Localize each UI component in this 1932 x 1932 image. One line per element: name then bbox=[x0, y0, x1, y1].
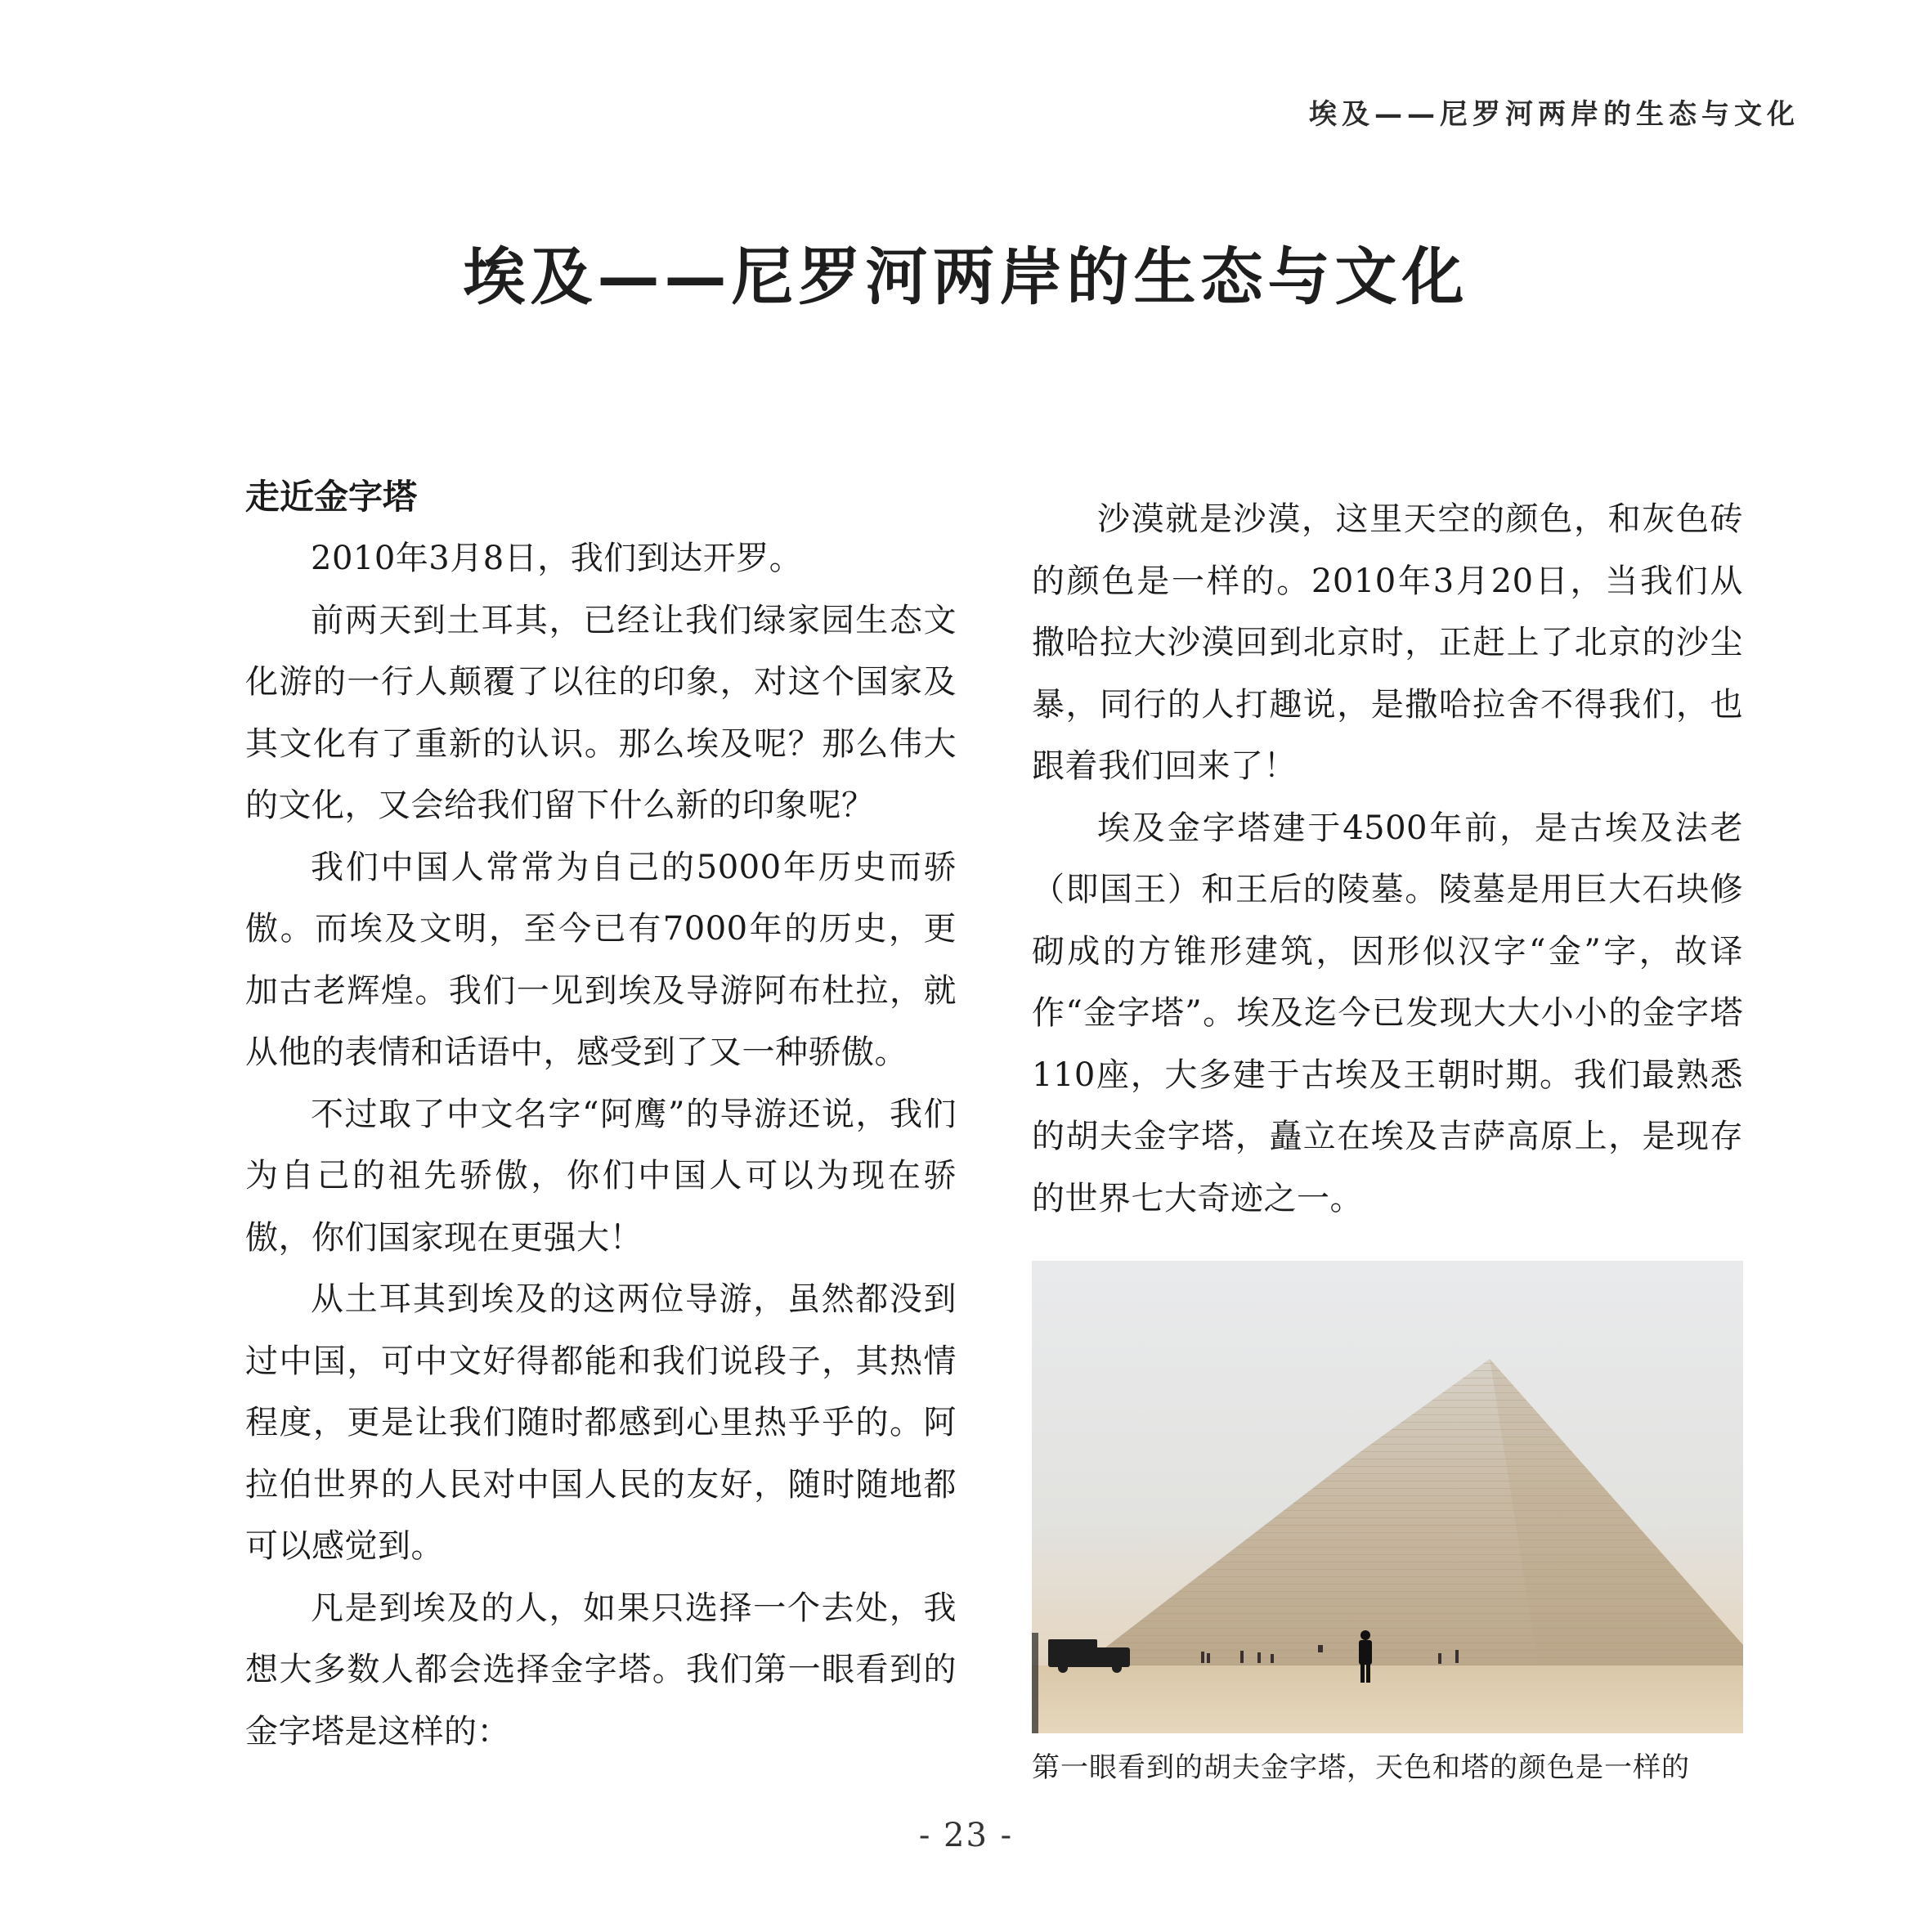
page-title: 埃及——尼罗河两岸的生态与文化 bbox=[463, 240, 1469, 313]
paragraph: 我们中国人常常为自己的5000年历史而骄傲。而埃及文明，至今已有7000年的历史，更加古老辉煌。我们一见到埃及导游阿布杜拉，就从他的表情和话语中，感受到了又一种骄傲。 bbox=[245, 848, 957, 1071]
pyramid-illustration bbox=[1032, 1261, 1743, 1733]
paragraph: 不过取了中文名字“阿鹰”的导游还说，我们为自己的祖先骄傲，你们中国人可以为现在骄傲，你们国家现在更强大！ bbox=[245, 1095, 957, 1257]
paragraph: 从土耳其到埃及的这两位导游，虽然都没到过中国，可中文好得都能和我们说段子，其热情程度，更是让我们随时都感到心里热乎乎的。阿拉伯世界的人民对中国人民的友好，随时随地都可以感觉到。 bbox=[245, 1280, 957, 1565]
section-heading: 走近金字塔 bbox=[245, 477, 418, 517]
paragraph: 凡是到埃及的人，如果只选择一个去处，我想大多数人都会选择金字塔。我们第一眼看到的金字塔是这样的： bbox=[245, 1589, 957, 1750]
paragraph: 2010年3月8日，我们到达开罗。 bbox=[311, 540, 803, 577]
paragraph: 埃及金字塔建于4500年前，是古埃及法老（即国王）和王后的陵墓。陵墓是用巨大石块修砌成的方锥形建筑，因形似汉字“金”字，故译作“金字塔”。埃及迄今已发现大大小小的金字塔110座，大多建于古埃及王朝时期。我们最熟悉的胡夫金字塔，矗立在埃及吉萨高原上，是现存的世界七大奇迹之一。 bbox=[1032, 809, 1743, 1217]
desert-ground bbox=[1032, 1665, 1743, 1733]
page-number: - 23 - bbox=[918, 1817, 1014, 1854]
running-header: 埃及——尼罗河两岸的生态与文化 bbox=[1309, 98, 1800, 131]
paragraph: 前两天到土耳其，已经让我们绿家园生态文化游的一行人颠覆了以往的印象，对这个国家及其文化有了重新的认识。那么埃及呢？那么伟大的文化，又会给我们留下什么新的印象呢？ bbox=[245, 601, 957, 824]
right-column bbox=[1032, 466, 1743, 1786]
left-column bbox=[245, 466, 957, 1763]
pyramid-photo bbox=[1032, 1261, 1743, 1733]
paragraph: 沙漠就是沙漠，这里天空的颜色，和灰色砖的颜色是一样的。2010年3月20日，当我们从撒哈拉大沙漠回到北京时，正赶上了北京的沙尘暴，同行的人打趣说，是撒哈拉舍不得我们，也跟着我们回来了！ bbox=[1032, 500, 1743, 785]
photo-caption: 第一眼看到的胡夫金字塔，天色和塔的颜色是一样的 bbox=[1032, 1751, 1690, 1784]
